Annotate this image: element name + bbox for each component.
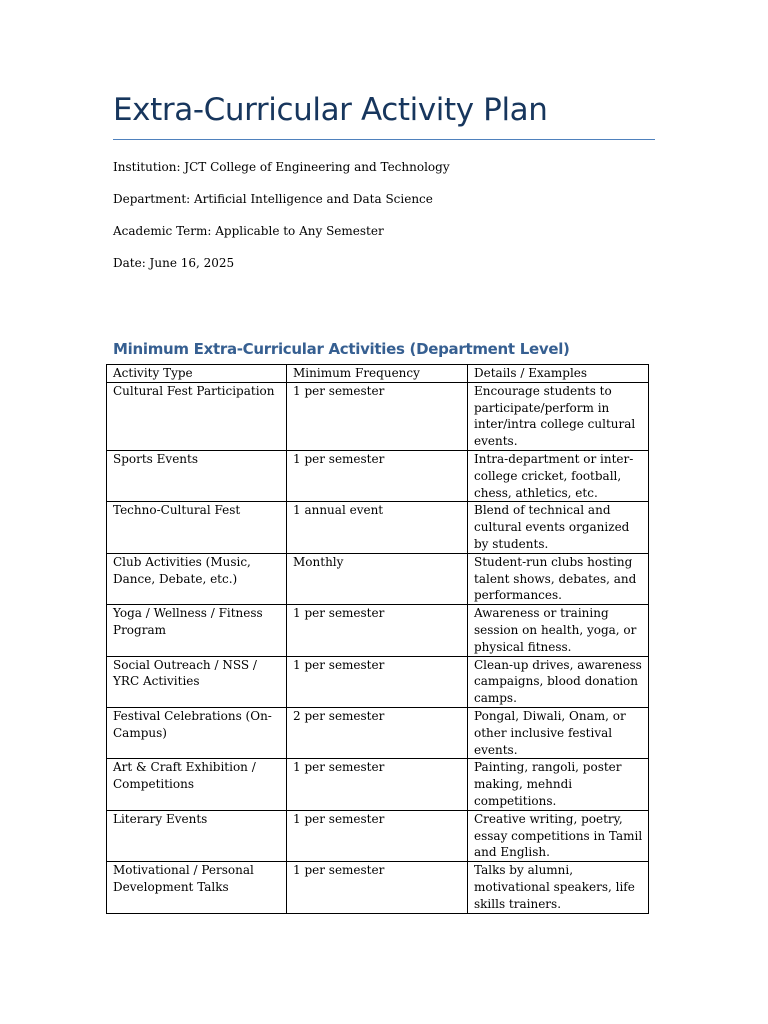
details-cell: Intra-department or inter-college cricket, football, chess, athletics, etc. (468, 450, 649, 501)
title-underline (113, 139, 655, 140)
table-row (107, 382, 649, 450)
document-title: Extra-Curricular Activity Plan (113, 92, 548, 128)
header-details-examples: Details / Examples (468, 365, 649, 383)
details-cell: Talks by alumni, motivational speakers, life skills trainers. (468, 862, 649, 913)
activity-type-cell: Motivational / Personal Development Talks (107, 862, 287, 913)
activity-type-cell: Techno-Cultural Fest (107, 502, 287, 553)
frequency-cell: 1 per semester (287, 862, 468, 913)
frequency-cell: 2 per semester (287, 707, 468, 758)
frequency-cell: 1 per semester (287, 759, 468, 810)
table-row (107, 605, 649, 656)
frequency-cell: 1 annual event (287, 502, 468, 553)
frequency-cell: 1 per semester (287, 605, 468, 656)
details-cell: Awareness or training session on health, yoga, or physical fitness. (468, 605, 649, 656)
table-row (107, 810, 649, 861)
details-cell: Painting, rangoli, poster making, mehndi competitions. (468, 759, 649, 810)
activity-type-cell: Festival Celebrations (On-Campus) (107, 707, 287, 758)
activity-type-cell: Cultural Fest Participation (107, 382, 287, 450)
frequency-cell: Monthly (287, 553, 468, 604)
activity-type-cell: Sports Events (107, 450, 287, 501)
details-cell: Blend of technical and cultural events organized by students. (468, 502, 649, 553)
section-heading: Minimum Extra-Curricular Activities (Department Level) (113, 340, 570, 358)
department-line: Department: Artificial Intelligence and Data Science (113, 192, 433, 206)
activity-type-cell: Club Activities (Music, Dance, Debate, etc.) (107, 553, 287, 604)
table-row (107, 862, 649, 913)
details-cell: Creative writing, poetry, essay competitions in Tamil and English. (468, 810, 649, 861)
activity-type-cell: Social Outreach / NSS / YRC Activities (107, 656, 287, 707)
frequency-cell: 1 per semester (287, 450, 468, 501)
institution-line: Institution: JCT College of Engineering and Technology (113, 160, 450, 174)
table-row (107, 759, 649, 810)
details-cell: Clean-up drives, awareness campaigns, blood donation camps. (468, 656, 649, 707)
frequency-cell: 1 per semester (287, 656, 468, 707)
details-cell: Pongal, Diwali, Onam, or other inclusive festival events. (468, 707, 649, 758)
activity-type-cell: Yoga / Wellness / Fitness Program (107, 605, 287, 656)
activities-table (106, 364, 649, 914)
header-minimum-frequency: Minimum Frequency (287, 365, 468, 383)
table-row (107, 707, 649, 758)
frequency-cell: 1 per semester (287, 382, 468, 450)
details-cell: Student-run clubs hosting talent shows, debates, and performances. (468, 553, 649, 604)
date-line: Date: June 16, 2025 (113, 256, 235, 270)
activity-type-cell: Art & Craft Exhibition / Competitions (107, 759, 287, 810)
academic-term-line: Academic Term: Applicable to Any Semester (113, 224, 384, 238)
table-row (107, 502, 649, 553)
activity-type-cell: Literary Events (107, 810, 287, 861)
header-activity-type: Activity Type (107, 365, 287, 383)
table-row (107, 553, 649, 604)
details-cell: Encourage students to participate/perform in inter/intra college cultural events. (468, 382, 649, 450)
frequency-cell: 1 per semester (287, 810, 468, 861)
table-row (107, 450, 649, 501)
table-header-row (107, 365, 649, 383)
table-row (107, 656, 649, 707)
